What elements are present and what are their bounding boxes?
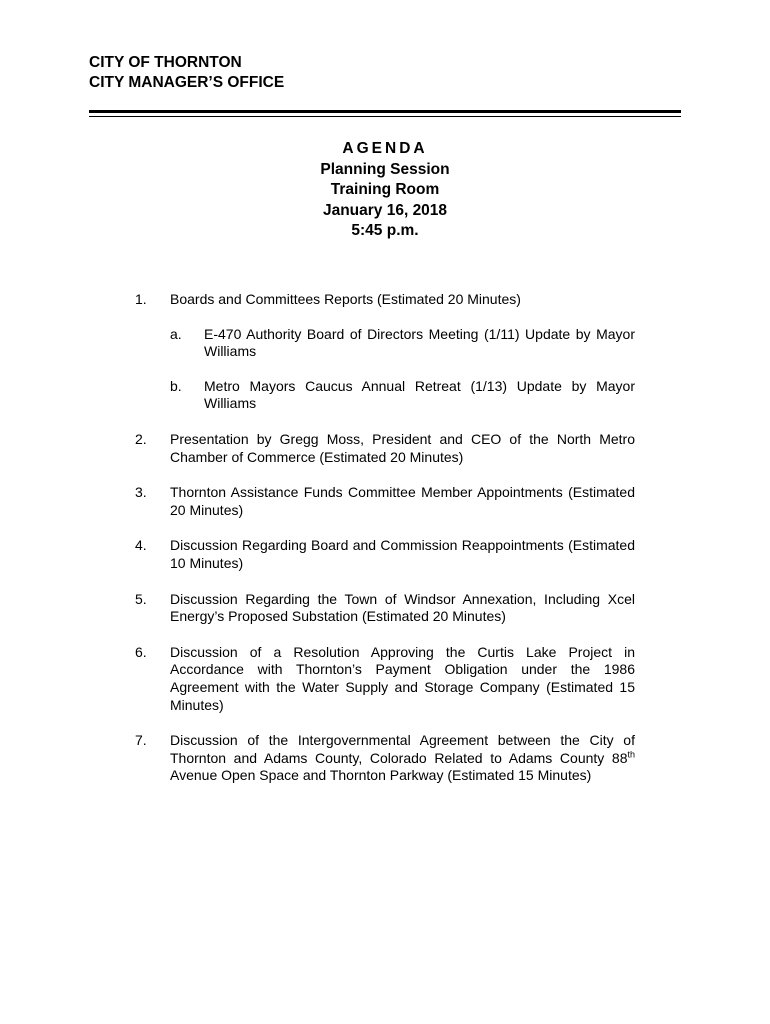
subitem-letter: a. (170, 325, 182, 342)
meeting-room: Training Room (330, 181, 440, 198)
item-number: 7. (135, 732, 147, 749)
item-text-part: Discussion of the Intergovernmental Agreement between the City of Thornton and Adams County, Colorado Related to Adams County 88 (170, 732, 635, 766)
agenda-subitem-a (170, 326, 635, 361)
item-text-part: Avenue Open Space and Thornton Parkway (Estimated 15 Minutes) (170, 767, 592, 784)
item-text: Boards and Committees Reports (Estimated 20 Minutes) (170, 291, 521, 307)
agenda-subitems (170, 326, 635, 413)
agenda-item-7 (135, 732, 635, 785)
agenda-item-6 (135, 644, 635, 714)
meeting-time: 5:45 p.m. (351, 222, 419, 239)
item-text: Discussion Regarding Board and Commission Reappointments (Estimated 10 Minutes) (170, 537, 635, 571)
office-name: CITY MANAGER’S OFFICE (89, 74, 285, 91)
agenda-items (135, 291, 635, 803)
agenda-item-5 (135, 591, 635, 626)
item-number: 3. (135, 484, 147, 501)
agenda-item-4 (135, 537, 635, 572)
session-name: Planning Session (320, 160, 450, 178)
office-header (89, 53, 284, 93)
item-number: 2. (135, 430, 147, 447)
item-text: Discussion of a Resolution Approving the Curtis Lake Project in Accordance with Thornton’s Payment Obligation under the 1986 Agreement with the Water Supply and Storage Company (Estimated 15 Minutes) (170, 643, 635, 713)
agenda-item-1 (135, 291, 635, 413)
item-number: 4. (135, 537, 147, 554)
agenda-subitem-b (170, 378, 635, 413)
header-rule-thin (89, 116, 681, 117)
item-number: 1. (135, 291, 147, 307)
meeting-date: January 16, 2018 (322, 201, 448, 219)
item-text: Thornton Assistance Funds Committee Member Appointments (Estimated 20 Minutes) (170, 484, 635, 518)
subitem-text: Metro Mayors Caucus Annual Retreat (1/13) Update by Mayor Williams (204, 377, 635, 412)
header-rule-thick (89, 110, 681, 113)
city-name: CITY OF THORNTON (89, 54, 242, 71)
item-number: 6. (135, 643, 147, 660)
item-text (170, 732, 635, 785)
subitem-text: E-470 Authority Board of Directors Meeting (1/11) Update by Mayor Williams (204, 325, 635, 360)
agenda-heading: AGENDA (342, 140, 428, 157)
item-text: Presentation by Gregg Moss, President and CEO of the North Metro Chamber of Commerce (Estimated 20 Minutes) (170, 430, 635, 465)
agenda-item-2 (135, 431, 635, 466)
item-number: 5. (135, 590, 147, 607)
agenda-item-3 (135, 484, 635, 519)
ordinal-suffix: th (627, 749, 635, 760)
subitem-letter: b. (170, 377, 182, 394)
item-text: Discussion Regarding the Town of Windsor Annexation, Including Xcel Energy’s Proposed Substation (Estimated 20 Minutes) (170, 590, 635, 625)
agenda-title-block (0, 139, 770, 242)
